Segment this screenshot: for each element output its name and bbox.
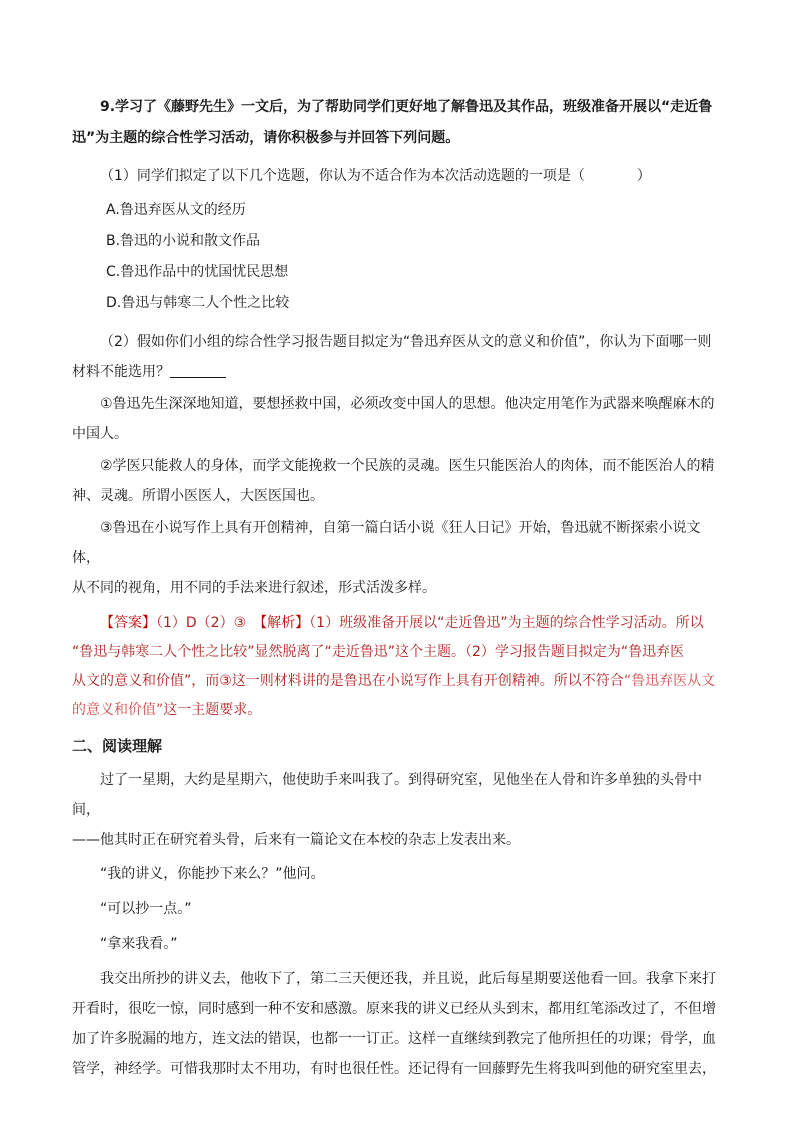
reading-p1-line-2: ——他其时正在研究着头骨，后来有一篇论文在本校的杂志上发表出来。 <box>72 832 520 848</box>
option-c: C.鲁迅作品中的忧国忧民思想 <box>106 264 289 280</box>
dialog-block <box>72 857 722 962</box>
answer-blank <box>170 363 226 378</box>
part-1-stem-text: （1）同学们拟定了以下几个选题，你认为不适合作为本次活动选题的一项是（ <box>100 168 585 184</box>
reading-paragraph-1 <box>72 765 722 855</box>
part-2-stem-line-1: （2）假如你们小组的综合性学习报告题目拟定为“鲁迅弃医从文的意义和价值”，你认为下面哪一则 <box>100 334 712 350</box>
material-2-line-2: 神、灵魂。所谓小医医人，大医医国也。 <box>72 488 324 504</box>
option-d: D.鲁迅与韩寒二人个性之比较 <box>106 295 290 311</box>
part-1-stem <box>72 162 722 190</box>
part-1-close-paren: ） <box>636 168 651 184</box>
dialog-line-2: “可以抄一点。” <box>100 901 192 917</box>
analysis-label: 【解析】 <box>260 615 310 631</box>
reading-p2-line-3: 加了许多脱漏的地方，连文法的错误，也都一一订正。这样一直继续到教完了他所担任的功课；骨学，血 <box>72 1031 716 1047</box>
reading-p2-line-2: 开看时，很吃一惊，同时感到一种不安和感激。原来我的讲义已经从头到末，都用红笔添改过了，不但增 <box>72 1001 716 1017</box>
analysis-line-4: 的意义和价值”这一主题要求。 <box>72 702 262 718</box>
answer-value: （1）D（2）③ <box>156 615 247 631</box>
material-2 <box>72 451 722 511</box>
option-b: B.鲁迅的小说和散文作品 <box>106 233 261 249</box>
material-1 <box>72 389 722 449</box>
part-1-options <box>72 195 722 319</box>
material-3-line-2: 从不同的视角，用不同的手法来进行叙述，形式活泼多样。 <box>72 580 436 596</box>
dialog-line-3: “拿来我看。” <box>100 936 178 952</box>
reading-paragraph-2 <box>72 964 722 1084</box>
dialog-line-1: “我的讲义，你能抄下来么？”他问。 <box>100 866 325 882</box>
reading-p2-line-4: 管学，神经学。可惜我那时太不用功，有时也很任性。还记得有一回藤野先生将我叫到他的研究室里去， <box>72 1061 716 1077</box>
part-2-stem-line-2: 材料不能选用？ <box>72 357 722 387</box>
answer-block <box>72 609 722 725</box>
analysis-line-3: 从文的意义和价值”，而③这一则材料讲的是鲁迅在小说写作上具有开创精神。所以不符合“鲁迅弃医从文 <box>72 673 716 689</box>
answer-label: 【答案】 <box>100 615 156 631</box>
part-2-stem <box>72 327 722 387</box>
material-2-line-1: ②学医只能救人的身体，而学文能挽救一个民族的灵魂。医生只能医治人的肉体，而不能医治人的精 <box>100 458 715 474</box>
answer-line-1 <box>72 609 722 638</box>
question-9-prompt <box>72 92 722 154</box>
material-3-line-1: ③鲁迅在小说写作上具有开创精神，自第一篇白话小说《狂人日记》开始，鲁迅就不断探索小说文体， <box>72 520 701 566</box>
material-1-line-2: 中国人。 <box>72 426 128 442</box>
analysis-line-1: （1）班级准备开展以“走近鲁迅”为主题的综合性学习活动。所以 <box>309 615 704 631</box>
material-3 <box>72 513 722 603</box>
reading-p1-line-1: 过了一星期，大约是星期六，他使助手来叫我了。到得研究室，见他坐在人骨和许多单独的头骨中间， <box>72 772 702 818</box>
question-9-line-1: 9.学习了《藤野先生》一文后，为了帮助同学们更好地了解鲁迅及其作品，班级准备开展以“走近鲁 <box>100 99 713 115</box>
analysis-line-2: “鲁迅与韩寒二人个性之比较”显然脱离了“走近鲁迅”这个主题。（2）学习报告题目拟定为“鲁迅弃医 <box>72 644 685 660</box>
section-heading-reading: 二、阅读理解 <box>72 737 163 755</box>
document-content <box>72 92 722 1084</box>
material-1-line-1: ①鲁迅先生深深地知道，要想拯救中国，必须改变中国人的思想。他决定用笔作为武器来唤醒麻木的 <box>100 396 715 412</box>
reading-p2-line-1: 我交出所抄的讲义去，他收下了，第二三天便还我，并且说，此后每星期要送他看一回。我拿下来打 <box>100 971 716 987</box>
option-a: A.鲁迅弃医从文的经历 <box>106 202 246 218</box>
question-9-line-2: 迅”为主题的综合性学习活动，请你积极参与并回答下列问题。 <box>72 130 460 146</box>
